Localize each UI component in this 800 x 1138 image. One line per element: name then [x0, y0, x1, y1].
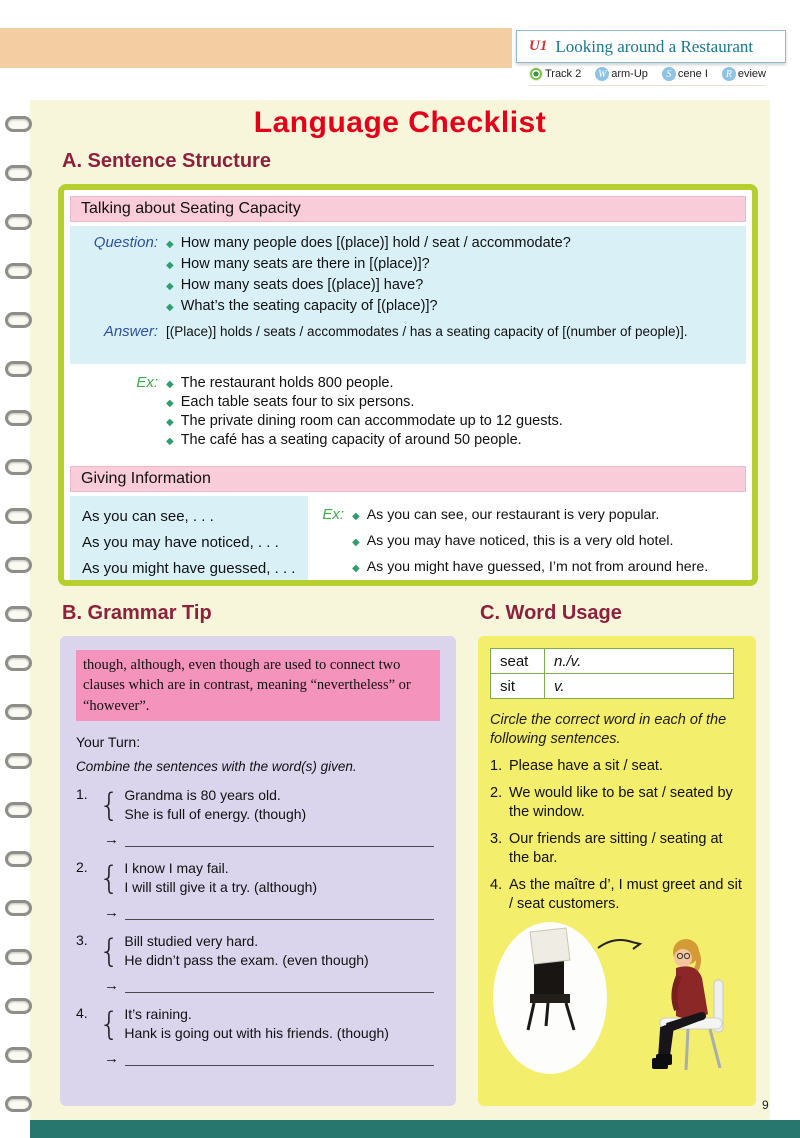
footer-accent-bar	[30, 1120, 800, 1138]
spiral-ring	[5, 165, 32, 181]
item-number: 1.	[490, 758, 503, 774]
spiral-ring	[5, 557, 32, 573]
example-item: ◆ The restaurant holds 800 people.	[166, 375, 394, 391]
answer-row	[70, 323, 746, 340]
example-row	[310, 556, 746, 580]
blank-line	[125, 906, 434, 920]
tab-track-label: Track 2	[544, 68, 582, 80]
example-label: Ex:	[322, 506, 344, 523]
example-label: Ex:	[136, 374, 158, 391]
spiral-ring	[5, 753, 32, 769]
item-number: 3.	[490, 831, 503, 847]
sentence-pair: Bill studied very hard. He didn’t pass the exam. (even though)	[124, 932, 369, 968]
spiral-ring	[5, 900, 32, 916]
spiral-ring	[5, 998, 32, 1014]
box-title-giving-information: Giving Information	[70, 466, 746, 492]
section-a-heading: A. Sentence Structure	[62, 150, 271, 172]
spiral-ring	[5, 949, 32, 965]
your-turn-label: Your Turn:	[76, 733, 141, 750]
track-icon	[529, 67, 543, 81]
sentence-pair: Grandma is 80 years old. She is full of energy. (though)	[124, 786, 307, 822]
usage-item: 2. We would like to be sat / seated by the window.	[490, 785, 733, 820]
answer-label: Answer:	[103, 323, 158, 340]
example-row	[70, 374, 746, 391]
spiral-ring	[5, 1047, 32, 1063]
lesson-tab-bar	[529, 66, 766, 86]
table-row	[491, 674, 734, 699]
question-answer-panel	[70, 226, 746, 364]
brace-icon: {	[99, 858, 120, 897]
diamond-bullet-icon: ◆	[166, 379, 174, 390]
sentence-pair: It’s raining. Hank is going out with his friends. (though)	[124, 1005, 389, 1041]
tab-warm-up	[595, 67, 648, 81]
grammar-item	[76, 1005, 440, 1043]
diamond-bullet-icon: ◆	[166, 417, 174, 428]
spiral-ring	[5, 263, 32, 279]
item-number: 3.	[76, 931, 88, 948]
example-row	[310, 530, 746, 554]
example-item: ◆ Each table seats four to six persons.	[166, 394, 415, 410]
phrase-item: As you may have noticed, . . .	[82, 534, 279, 551]
diamond-bullet-icon: ◆	[166, 302, 174, 313]
grammar-tip-box	[60, 636, 456, 1106]
spiral-ring	[5, 802, 32, 818]
grammar-item	[76, 859, 440, 897]
spiral-ring	[5, 655, 32, 671]
spiral-ring	[5, 508, 32, 524]
phrase-list	[70, 496, 308, 580]
question-label: Question:	[93, 234, 158, 251]
grammar-instruction: Combine the sentences with the word(s) given.	[76, 758, 357, 774]
scene-icon: S	[662, 67, 676, 81]
unit-title: Looking around a Restaurant	[555, 36, 754, 56]
spiral-ring	[5, 606, 32, 622]
answer-pattern: [(Place)] holds / seats / accommodates / has a seating capacity of [(number of people)].	[166, 324, 688, 339]
diamond-bullet-icon: ◆	[166, 239, 174, 250]
question-item: ◆ How many seats are there in [(place)]?	[166, 256, 430, 272]
word-usage-instruction: Circle the correct word in each of the following sentences.	[490, 712, 727, 747]
grammar-item	[76, 786, 440, 824]
tab-review	[722, 67, 766, 81]
spiral-ring	[5, 851, 32, 867]
phrase-item: As you might have guessed, . . .	[82, 560, 296, 577]
diamond-bullet-icon: ◆	[352, 511, 360, 522]
tab-review-label: eview	[737, 68, 766, 80]
unit-code: U1	[529, 38, 548, 54]
brace-icon: {	[99, 931, 120, 970]
spiral-ring	[5, 214, 32, 230]
box-title-seating-capacity: Talking about Seating Capacity	[70, 196, 746, 222]
answer-blank	[104, 976, 434, 994]
arrow-icon: →	[104, 830, 119, 848]
spiral-ring	[5, 1096, 32, 1112]
item-number: 4.	[76, 1004, 88, 1021]
example-row	[70, 413, 746, 429]
blank-line	[125, 833, 434, 847]
diamond-bullet-icon: ◆	[352, 563, 360, 574]
item-number: 2.	[490, 785, 503, 801]
section-c-heading: C. Word Usage	[480, 602, 622, 624]
usage-item: 1. Please have a sit / seat.	[490, 758, 663, 774]
blank-line	[125, 979, 434, 993]
spiral-ring	[5, 361, 32, 377]
diamond-bullet-icon: ◆	[166, 398, 174, 409]
question-item: ◆ How many people does [(place)] hold / seat / accommodate?	[166, 235, 571, 251]
seat-illustration	[490, 918, 744, 1081]
question-item: ◆ How many seats does [(place)] have?	[166, 277, 424, 293]
chair-and-sitting-woman-image	[490, 918, 744, 1076]
item-number: 1.	[76, 785, 88, 802]
example-item: ◆ As you may have noticed, this is a very old hotel.	[352, 530, 673, 554]
phrase-examples	[308, 496, 746, 580]
example-row	[310, 504, 746, 528]
blank-line	[125, 1052, 434, 1066]
grammar-tip-text: though, although, even though are used to connect two clauses which are in contrast, meaning “nevertheless” or “however”.	[76, 650, 440, 721]
tab-scene-1	[662, 67, 708, 81]
question-item: ◆ What’s the seating capacity of [(place)]?	[166, 298, 438, 314]
header-accent-bar	[0, 28, 512, 68]
pos-cell: v.	[545, 674, 734, 699]
diamond-bullet-icon: ◆	[166, 260, 174, 271]
answer-blank	[104, 1049, 434, 1067]
spiral-ring	[5, 459, 32, 475]
sentence-pair: I know I may fail. I will still give it a try. (although)	[124, 859, 318, 895]
diamond-bullet-icon: ◆	[352, 537, 360, 548]
question-row	[70, 298, 746, 314]
question-row	[70, 234, 746, 251]
arrow-icon: →	[104, 903, 119, 921]
spiral-ring	[5, 410, 32, 426]
diamond-bullet-icon: ◆	[166, 436, 174, 447]
word-cell: seat	[491, 649, 545, 674]
question-row	[70, 256, 746, 272]
grammar-item	[76, 932, 440, 970]
diamond-bullet-icon: ◆	[166, 281, 174, 292]
word-cell: sit	[491, 674, 545, 699]
spiral-ring	[5, 704, 32, 720]
word-usage-table	[490, 648, 734, 699]
example-item: ◆ As you can see, our restaurant is very popular.	[352, 504, 659, 528]
word-usage-box	[478, 636, 756, 1106]
example-item: ◆ As you might have guessed, I’m not from around here.	[352, 556, 708, 580]
brace-icon: {	[99, 785, 120, 824]
unit-title-box	[516, 30, 786, 63]
usage-item: 3. Our friends are sitting / seating at the bar.	[490, 831, 723, 866]
example-row	[70, 432, 746, 448]
tab-warm-up-label: arm-Up	[611, 68, 648, 80]
sentence-structure-box	[58, 184, 758, 586]
question-row	[70, 277, 746, 293]
table-row	[491, 649, 734, 674]
arrow-icon: →	[104, 1049, 119, 1067]
answer-blank	[104, 903, 434, 921]
item-number: 2.	[76, 858, 88, 875]
section-b-heading: B. Grammar Tip	[62, 602, 212, 624]
review-icon: R	[722, 67, 736, 81]
phrase-item: As you can see, . . .	[82, 508, 214, 525]
tab-scene-1-label: cene I	[677, 68, 708, 80]
spiral-ring	[5, 312, 32, 328]
answer-blank	[104, 830, 434, 848]
giving-information-panel	[70, 496, 746, 580]
page-title: Language Checklist	[253, 106, 547, 139]
arrow-icon: →	[104, 976, 119, 994]
usage-item: 4. As the maître d’, I must greet and sit / seat customers.	[490, 877, 742, 912]
examples-panel	[70, 370, 746, 464]
item-number: 4.	[490, 877, 503, 893]
page-number: 9	[762, 1098, 769, 1112]
warm-up-icon: W	[595, 67, 609, 81]
pos-cell: n./v.	[545, 649, 734, 674]
brace-icon: {	[99, 1004, 120, 1043]
tab-track	[529, 67, 581, 81]
example-item: ◆ The private dining room can accommodate up to 12 guests.	[166, 413, 563, 429]
example-row	[70, 394, 746, 410]
example-item: ◆ The café has a seating capacity of around 50 people.	[166, 432, 522, 448]
